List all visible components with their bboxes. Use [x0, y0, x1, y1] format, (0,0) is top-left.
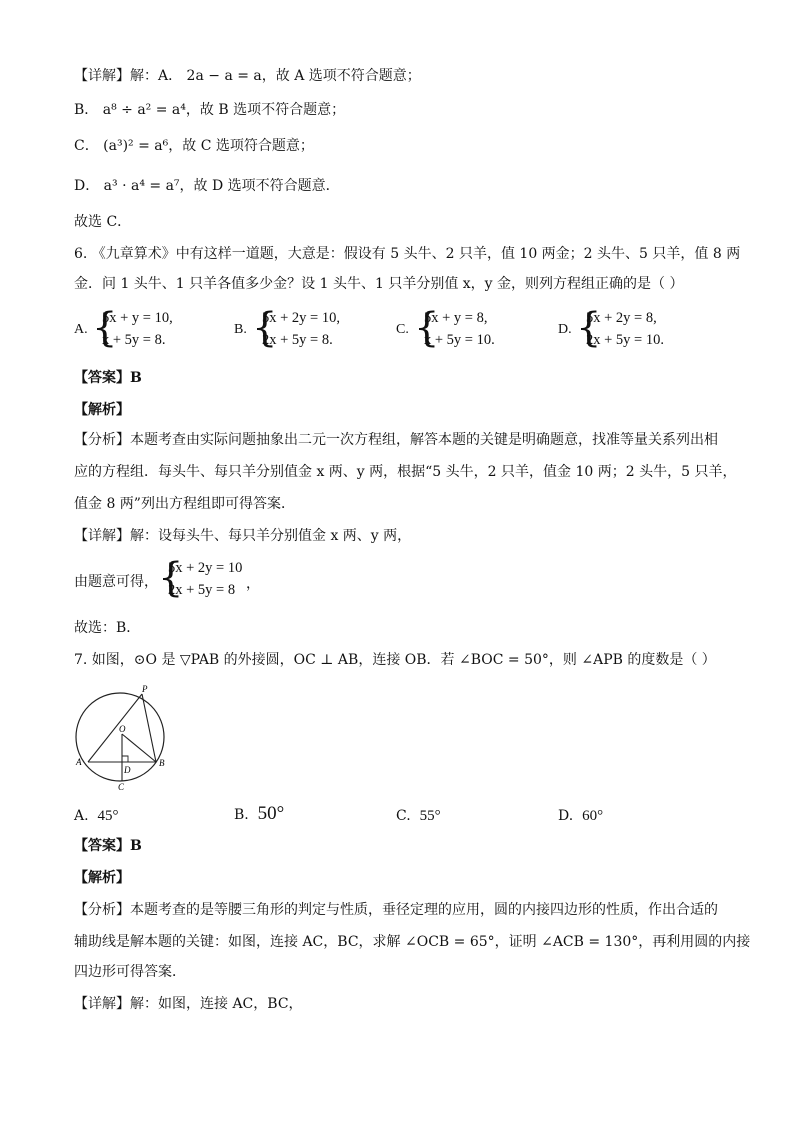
label-b: B: [159, 758, 165, 768]
option-label: B.: [234, 807, 249, 823]
label-a: A: [76, 757, 82, 767]
answer-6: 【答案】B: [74, 370, 142, 386]
equation-1: 5x + 2y = 10,: [262, 310, 340, 326]
right-angle-mark: [122, 756, 128, 762]
question-7: 7. 如图，⊙O 是 ▽PAB 的外接圆，OC ⊥ AB，连接 OB．若 ∠BOC = 50°，则 ∠APB 的度数是（ ）: [74, 652, 716, 668]
q7-option-d: [558, 806, 603, 826]
option-label: D.: [558, 322, 572, 337]
equation-1: 5x + 2y = 10: [168, 560, 243, 576]
circle-figure: [72, 682, 172, 792]
solution-line-c: C． (a³)² = a⁶，故 C 选项符合题意；: [74, 138, 314, 154]
question-6-line-1: 6. 《九章算术》中有这样一道题，大意是：假设有 5 头牛、2 只羊，值 10 两金；2 头牛、5 只羊，值 8 两: [74, 246, 741, 262]
option-label: B.: [234, 322, 247, 337]
equation-system: [92, 305, 212, 352]
q7-option-c: [396, 806, 441, 826]
equation-system: [414, 305, 534, 352]
solution-line-a: 【详解】解：A． 2a − a = a，故 A 选项不符合题意；: [74, 68, 421, 84]
brace-icon: {: [414, 305, 440, 351]
analysis-heading-7: 【解析】: [74, 870, 130, 886]
q7-option-b: [234, 804, 284, 825]
label-p: P: [142, 684, 148, 694]
analysis-7-line-3: 四边形可得答案．: [74, 964, 186, 980]
option-label: A.: [74, 322, 88, 337]
label-c: C: [118, 782, 125, 792]
equation-2: 2x + 5y = 8: [168, 582, 236, 598]
option-value: 50°: [257, 803, 285, 824]
label-o: O: [119, 724, 126, 734]
option-label: A.: [74, 808, 89, 824]
option-value: 55°: [419, 808, 441, 824]
option-label: C.: [396, 322, 409, 337]
solution-line-d: D． a³ · a⁴ = a⁷，故 D 选项不符合题意．: [74, 178, 340, 194]
brace-icon: {: [158, 555, 184, 601]
equation-1: 5x + 2y = 8,: [586, 310, 657, 326]
answer-7: 【答案】B: [74, 838, 142, 854]
detail-6-line-1: 【详解】解：设每头牛、每只羊分别值金 x 两、y 两，: [74, 528, 412, 544]
analysis-7-line-2: 辅助线是解本题的关键：如图，连接 AC，BC，求解 ∠OCB = 65°，证明 ∠ACB = 130°，再利用圆的内接: [74, 934, 751, 950]
question-6-line-2: 金．问 1 头牛、1 只羊各值多少金？设 1 头牛、1 只羊分别值 x，y 金，则列方程组正确的是（ ）: [74, 276, 684, 292]
brace-icon: {: [576, 305, 602, 351]
label-d: D: [124, 765, 131, 775]
segment-pa: [88, 694, 142, 762]
equation-1: 5x + y = 10,: [102, 310, 173, 326]
detail-6-lead: 由题意可得，: [74, 574, 158, 590]
option-label: C.: [396, 808, 411, 824]
equation-2: 2x + 5y = 8.: [262, 332, 333, 348]
choice-6: 故选：B．: [74, 620, 141, 636]
brace-icon: {: [252, 305, 278, 351]
equation-system: [576, 305, 696, 352]
analysis-7-line-1: 【分析】本题考查的是等腰三角形的判定与性质，垂径定理的应用，圆的内接四边形的性质，作出合适的: [74, 902, 718, 918]
analysis-6-line-1: 【分析】本题考查由实际问题抽象出二元一次方程组，解答本题的关键是明确题意，找准等量关系列出相: [74, 432, 718, 448]
brace-icon: {: [92, 305, 118, 351]
equation-2: x + 5y = 8.: [102, 332, 166, 348]
equation-1: 5x + y = 8,: [424, 310, 488, 326]
choice-line: 故选 C．: [74, 214, 132, 230]
analysis-6-line-3: 值金 8 两”列出方程组即可得答案．: [74, 496, 295, 512]
equation-system: [252, 305, 372, 352]
equation-2: 2x + 5y = 10.: [586, 332, 664, 348]
option-value: 60°: [582, 808, 604, 824]
comma: ，: [246, 576, 260, 592]
q7-option-a: [74, 806, 118, 826]
equation-2: x + 5y = 10.: [424, 332, 495, 348]
solution-line-b: B． a⁸ ÷ a² = a⁴，故 B 选项不符合题意；: [74, 102, 346, 118]
option-label: D.: [558, 808, 574, 824]
analysis-6-line-2: 应的方程组．每头牛、每只羊分别值金 x 两、y 两，根据“5 头牛，2 只羊，值金 10 两；2 头牛，5 只羊，: [74, 464, 737, 480]
analysis-heading-6: 【解析】: [74, 402, 130, 418]
detail-7-line-1: 【详解】解：如图，连接 AC，BC，: [74, 996, 303, 1012]
option-value: 45°: [97, 808, 119, 824]
